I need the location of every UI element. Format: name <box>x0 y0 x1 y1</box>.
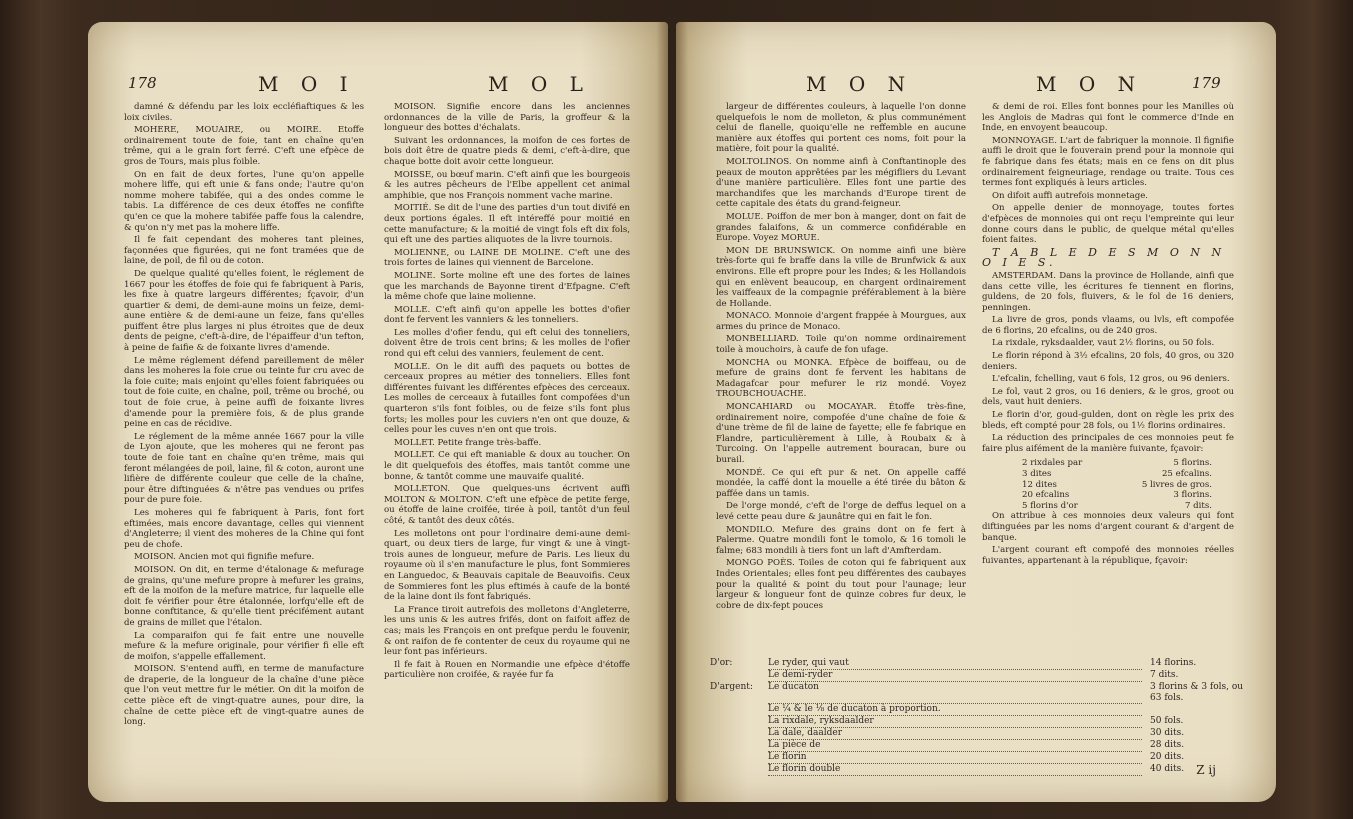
rate-item: 12 dites <box>1022 479 1057 490</box>
coin-group <box>710 764 768 776</box>
entry-paragraph: De quelque qualité qu'elles foient, le réglement de 1667 pour les étoffes de foie qui fe fabriquent à Paris, les fixe à quatre largeurs différentes; fçavoir, d'un quartier & demi, de demi-aune moins un feize, demi-aune entière & de demi-aune un feize, fans qu'elles puiffent être plus larges ni plus étroites que de deux dents de peigne, c'eft-à-dire, de l'épaiffeur d'un tefton, à peine de faifie & de foixante livres d'amende. <box>124 268 364 354</box>
entry-paragraph: On appelle denier de monnoyage, toutes fortes d'efpèces de monnoies qui ont reçu l'empreinte qui leur donne cours dans le public, de quelque métal qu'elles foient faites. <box>982 203 1234 246</box>
entry-paragraph: MONCHA ou MONKA. Efpèce de boiffeau, ou de mefure de grains dont fe fervent les habitans de Madagafcar pour mefurer le riz mondé. Voyez TROUBCHOUACHE. <box>716 357 966 400</box>
entry-paragraph: MOITIÉ. Se dit de l'une des parties d'un tout divifé en deux portions égales. Il eft intéreffé pour moitié en cette manufacture; & la moitié de vingt fols eft dix fols, qui eft une des parties aliquotes de la livre tournois. <box>384 203 630 246</box>
coin-value: 30 dits. <box>1150 728 1185 738</box>
table-title: T A B L E D E S M O N N O I E S. <box>982 245 1226 270</box>
entry-paragraph: On attribue à ces monnoies deux valeurs qui font diftinguées par les noms d'argent courant & d'argent de banque. <box>982 511 1234 543</box>
running-head-left-1: M O I <box>258 72 356 96</box>
coin-row <box>710 740 1244 752</box>
coin-group <box>710 752 768 764</box>
entry-paragraph: De l'orge mondé, c'eft de l'orge de deffus lequel on a levé cette peau dure & jaunâtre qui en fait le fon. <box>716 501 966 522</box>
coin-value: 28 dits. <box>1150 740 1185 750</box>
coin-row <box>710 728 1244 740</box>
entry-paragraph: MOISON. Ancien mot qui fignifie mefure. <box>134 552 315 563</box>
running-head-right-1: M O N <box>806 72 914 96</box>
entry-paragraph: On difoit auffi autrefois monnetage. <box>992 190 1149 201</box>
entry-paragraph: Les molletons ont pour l'ordinaire demi-aune demi-quart, ou deux tiers de large, fur vingt & une à vingt-trois aunes de longueur, mefure de Paris. Les lieux du royaume où il s'en manufacture le plus, font Sommieres en Languedoc, & Beauvais capitale de Beauvoifis. Ceux de Sommieres font les plus eftimés à caufe de la bonté de la laine dont ils font fabriqués. <box>384 528 630 603</box>
entry-paragraph: MONACO. Monnoie d'argent frappée à Mourgues, aux armes du prince de Monaco. <box>716 311 966 332</box>
rate-row <box>1022 458 1212 469</box>
coin-name: La rixdale, ryksdaalder <box>768 716 1142 728</box>
entry-paragraph: MOISSE, ou bœuf marin. C'eft ainfi que les bourgeois & les autres pêcheurs de l'Elbe appellent cet animal amphibie, que nos François nomment vache marine. <box>384 169 630 201</box>
right-page <box>676 22 1276 802</box>
entry-paragraph: MONCAHIARD ou MOCAYAR. Étoffe très-fine, ordinairement noire, compofée d'une chaîne de foie & d'une trème de fil de laine de fayette; elle fe fabrique en Flandre, particulièrement à Lille, à Roubaix & à Turcoing. On l'appelle autrement bouracan, bure ou burail. <box>716 402 966 465</box>
coin-row <box>710 704 1244 716</box>
entry-paragraph: MOLLE. On le dit auffi des paquets ou bottes de cerceaux propres au métier des tonneliers. Elles font différentes fuivant les différentes efpèces des cerceaux. Les molles de cerceaux à futailles font compofées d'un quarteron s'ils font foibles, ou de feize s'ils font plus forts; les molles pour les cuviers n'en ont que douze, & celles pour les cuves n'en ont que trois. <box>384 361 630 436</box>
entry-paragraph: MOISON. Signifie encore dans les anciennes ordonnances de la ville de Paris, la groffeur & la longueur des bottes d'échalats. <box>384 102 630 134</box>
coin-group <box>710 728 768 740</box>
coin-group <box>710 716 768 728</box>
rate-value: 25 efcalins. <box>1161 469 1212 479</box>
entry-paragraph: largeur de différentes couleurs, à laquelle l'on donne quelquefois le nom de molleton, & plus communément celui de flanelle, quoiqu'elle ne reffemble en aucune manière aux étoffes qui portent ces noms, foit pour la matière, foit pour la qualité. <box>716 102 966 155</box>
rate-value: 3 florins. <box>1173 490 1212 501</box>
rate-item: 2 rixdales par <box>1022 458 1083 469</box>
entry-paragraph: MONNOYAGE. L'art de fabriquer la monnoie. Il fignifie auffi le droit que le fouverain prend pour la monnoie qui fe fabrique dans fes états; mais en ce fens on dit plus ordinairement feigneuriage, rendage ou traite. Tous ces termes font expliqués à leurs articles. <box>982 135 1234 189</box>
entry-paragraph: La livre de gros, ponds vlaams, ou lvls, eft compofée de 6 florins, 20 efcalins, ou de 240 gros. <box>982 315 1234 336</box>
entry-paragraph: Il fe fait cependant des moheres tant pleines, façonnées que figurées, qui ne font tramées que de laine, de poil, de fil ou de coton. <box>124 235 364 267</box>
entry-paragraph: MOHERE, MOUAIRE, ou MOIRE. Etoffe ordinairement toute de foie, tant en chaîne qu'en trême, qui a le grain fort ferré. C'eft une efpèce de gros de Tours, mais plus foible. <box>124 125 364 167</box>
entry-paragraph: On en fait de deux fortes, l'une qu'on appelle mohere liffe, qui eft unie & fans onde; l'autre qu'on nomme mohere tabifée, qui a des ondes comme le tabis. La différence de ces deux étoffes ne confifte qu'en ce que la mohere tabifée paffe fous la calendre, & qu'on n'y met pas la mohere liffe. <box>124 169 364 233</box>
coin-row <box>710 716 1244 728</box>
coin-name: La dale, daalder <box>768 728 1142 740</box>
entry-paragraph: Le fol, vaut 2 gros, ou 16 deniers, & le gros, groot ou dels, vaut huit deniers. <box>982 386 1234 408</box>
page-number-left: 178 <box>128 74 157 92</box>
coin-value: 50 fols. <box>1150 716 1184 726</box>
coin-row <box>710 658 1244 670</box>
coin-name: Le florin double <box>768 764 1142 776</box>
entry-paragraph: & demi de roi. Elles font bonnes pour les Manilles où les Anglois de Madras qui font le commerce d'Inde en Inde, en envoyent beaucoup. <box>982 102 1234 134</box>
entry-paragraph: MOISON. On dit, en terme d'étalonage & mefurage de grains, qu'une mefure propre à mefurer les grains, eft de la moifon de la mefure matrice, fur laquelle elle doit fe vérifier pour être étalonnée, lorfqu'elle eft de bonne conftitance, & qu'elle tient précifément autant de grains de millet que l'étalon. <box>124 564 364 628</box>
entry-paragraph: MOISON. S'entend auffi, en terme de manufacture de draperie, de la longueur de la chaîne d'une pièce que l'on veut mettre fur le métier. On dit la moifon de cette pièce eft de vingt-quatre aunes, pour dire, la chaîne de cette pièce eft de vingt-quatre aunes de long. <box>124 664 364 728</box>
entry-paragraph: MONBELLIARD. Toile qu'on nomme ordinairement toile à mouchoirs, à caufe de fon ufage. <box>716 334 966 356</box>
entry-paragraph: Le même réglement défend pareillement de mêler dans les moheres la foie crue ou teinte fur cru avec de la foie cuite; mais enjoint qu'elles foient fabriquées ou tout de foie cuite, en chaîne, poil, trême ou broché, ou tout de foie crue, à peine auffi de foixante livres d'amende pour la première fois, & de plus grande peine en cas de récidive. <box>124 355 364 430</box>
rate-value: 5 livres de gros. <box>1141 479 1212 490</box>
coin-row <box>710 752 1244 764</box>
right-column-2 <box>982 102 1234 632</box>
coin-row <box>710 670 1244 682</box>
rate-item: 20 efcalins <box>1022 490 1070 501</box>
entry-paragraph: Les molles d'ofier fendu, qui eft celui des tonneliers, doivent être de trois cent brins; & les molles de l'ofier rond qui eft celui des vanniers, feulement de cent. <box>384 327 630 360</box>
coin-group: D'or: <box>710 658 733 668</box>
coin-name: Le ducaton <box>768 682 1142 704</box>
left-page <box>88 22 668 802</box>
coin-group <box>710 740 768 752</box>
entry-paragraph: La comparaifon qui fe fait entre une nouvelle mefure & la mefure originale, pour vérifier fi elle eft de moifon, s'appelle effallement. <box>124 630 364 662</box>
coin-name: Le florin <box>768 752 1142 764</box>
entry-paragraph: MONGO POÈS. Toiles de coton qui fe fabriquent aux Indes Orientales; elles font peu différentes des caubayes pour la qualité & point du tout pour l'aunage; leur largeur & longueur font de quinze cobres fur deux, le cobre de dix-fept pouces <box>716 558 966 611</box>
entry-paragraph: MOLINE. Sorte moline eft une des fortes de laines que les marchands de Bayonne tirent d'Efpagne. C'eft la même chofe que laine molienne. <box>384 270 630 303</box>
entry-paragraph: MOLLETON. Que quelques-uns écrivent auffi MOLTON & MOLTON. C'eft une efpèce de petite ferge, ou étoffe de laine croifée, tirée à poil, tantôt d'un feul côté, & tantôt des deux côtés. <box>384 484 630 526</box>
conversion-rates <box>1022 458 1234 511</box>
entry-paragraph: MOLUE. Poiffon de mer bon à manger, dont on fait de grandes falaifons, & un commerce confidérable en Europe. Voyez MORUE. <box>716 211 966 244</box>
rate-value: 5 florins. <box>1173 458 1212 469</box>
page-number-right: 179 <box>1192 74 1221 92</box>
rate-item: 5 florins d'or <box>1022 500 1078 511</box>
rate-row <box>1022 480 1212 491</box>
coin-name: Le demi-ryder <box>768 670 1142 682</box>
coin-value: 40 dits. <box>1150 764 1185 774</box>
coin-row <box>710 764 1244 776</box>
entry-paragraph: La France tiroit autrefois des molletons d'Angleterre, les uns unis & les autres frifés, dont on faifoit affez de cas; mais les François en ont prefque perdu le fouvenir, & ont raifon de fe contenter de ceux du royaume qui ne leur font pas inférieurs. <box>384 604 630 658</box>
entry-paragraph: MOLTOLINOS. On nomme ainfi à Conftantinople des peaux de mouton apprêtées par les mégifliers du Levant d'une manière particulière. Elles font une partie des marchandifes que les marchands d'Europe tirent de cette capitale des états du grand-feigneur. <box>716 156 966 210</box>
coin-row <box>710 682 1244 704</box>
signature-mark: Z ij <box>1196 763 1216 777</box>
running-head-left-2: M O L <box>488 72 591 96</box>
entry-paragraph: damné & défendu par les loix eccléfiaftiques & les loix civiles. <box>124 102 364 123</box>
coin-value <box>1150 704 1244 716</box>
entry-paragraph: MOLLE. C'eft ainfi qu'on appelle les bottes d'ofier dont fe fervent les vanniers & les tonneliers. <box>384 304 630 326</box>
coin-name: Le ryder, qui vaut <box>768 658 1142 670</box>
entry-paragraph: MOLLET. Ce qui eft maniable & doux au toucher. On le dit quelquefois des étoffes, mais tantôt comme une bonne, & tantôt comme une mauvaife qualité. <box>384 450 630 482</box>
left-column-2 <box>384 102 630 792</box>
rate-row <box>1022 490 1212 501</box>
entry-paragraph: Le réglement de la même année 1667 pour la ville de Lyon ajoute, que les moheres qui ne feront pas toute de foie tant en chaîne qu'en trême, mais qui feront mélangées de poil, laine, fil & coton, auront une lifière de différente couleur que celle de la chaîne, pour être diftinguées & n'être pas vendues ou prifes pour de pure foie. <box>124 431 364 506</box>
rate-row <box>1022 501 1212 512</box>
entry-paragraph: MOLLET. Petite frange très-baffe. <box>394 437 542 448</box>
entry-paragraph: Il fe fait à Rouen en Normandie une efpèce d'étoffe particulière non croifée, & rayée fur fa <box>384 659 630 681</box>
rate-item: 3 dites <box>1022 469 1052 479</box>
entry-paragraph: MONDÉ. Ce qui eft pur & net. On appelle caffé mondée, la caffé dont la mouelle a été tirée du bâton & paffée dans un tamis. <box>716 467 966 499</box>
entry-paragraph: L'argent courant eft compofé des monnoies réelles fuivantes, appartenant à la république, fçavoir: <box>982 545 1234 566</box>
entry-paragraph: MON DE BRUNSWICK. On nomme ainfi une bière très-forte qui fe braffe dans la ville de Brunfwick & aux environs. Elle eft propre pour les Indes; & les Hollandois qui en enlèvent beaucoup, en chargent ordinairement les vaiffeaux de la compagnie préférablement à la bière de Hollande. <box>716 245 966 309</box>
entry-paragraph: AMSTERDAM. Dans la province de Hollande, ainfi que dans cette ville, les écritures fe tiennent en florins, guldens, de 20 fols, fluivers, & le fol de 16 deniers, penningen. <box>982 270 1234 313</box>
entry-paragraph: MONDILO. Mefure des grains dont on fe fert à Palerme. Quatre mondili font le tomolo, & 16 tomoli le falme; 683 mondili à tiers font un laft d'Amfterdam. <box>716 524 966 556</box>
entry-paragraph: Le florin répond à 3½ efcalins, 20 fols, 40 gros, ou 320 deniers. <box>982 351 1234 372</box>
rate-row <box>1022 469 1212 480</box>
coin-value: 3 florins & 3 fols, ou 63 fols. <box>1150 682 1244 703</box>
coin-value-table <box>710 658 1244 776</box>
coin-group <box>710 704 768 716</box>
coin-group: D'argent: <box>710 682 753 692</box>
coin-value: 14 florins. <box>1150 658 1197 668</box>
running-head-right-2: M O N <box>1036 72 1144 96</box>
entry-paragraph: Le florin d'or, goud-gulden, dont on règle les prix des bleds, eft compté pour 28 fols, ou 1½ florins ordinaires. <box>982 410 1234 431</box>
right-column-1 <box>716 102 966 632</box>
rate-value: 7 dits. <box>1184 500 1212 511</box>
coin-value: 7 dits. <box>1150 670 1179 680</box>
entry-paragraph: La réduction des principales de ces monnoies peut fe faire plus aifément de la manière fuivante, fçavoir: <box>982 433 1234 454</box>
entry-paragraph: Suivant les ordonnances, la moifon de ces fortes de bois doit être de quatre pieds & demi, c'eft-à-dire, que chaque botte doit avoir cette longueur. <box>384 135 630 167</box>
left-column-1 <box>124 102 364 792</box>
entry-paragraph: L'efcalin, fchelling, vaut 6 fols, 12 gros, ou 96 deniers. <box>992 374 1230 385</box>
coin-value: 20 dits. <box>1150 752 1185 762</box>
coin-name: La pièce de <box>768 740 1142 752</box>
coin-name: Le ¼ & le ⅛ de ducaton à proportion. <box>768 704 1142 716</box>
entry-paragraph: MOLIENNE, ou LAINE DE MOLINE. C'eft une des trois fortes de laines qui viennent de Barcelone. <box>384 247 630 269</box>
entry-paragraph: Les moheres qui fe fabriquent à Paris, font fort eftimées, mais encore davantage, celles qui viennent d'Angleterre; il vient des moheres de la Chine qui font peu de chofe. <box>124 507 364 550</box>
coin-group <box>710 670 768 682</box>
entry-paragraph: La rixdale, ryksdaalder, vaut 2½ florins, ou 50 fols. <box>992 338 1215 349</box>
